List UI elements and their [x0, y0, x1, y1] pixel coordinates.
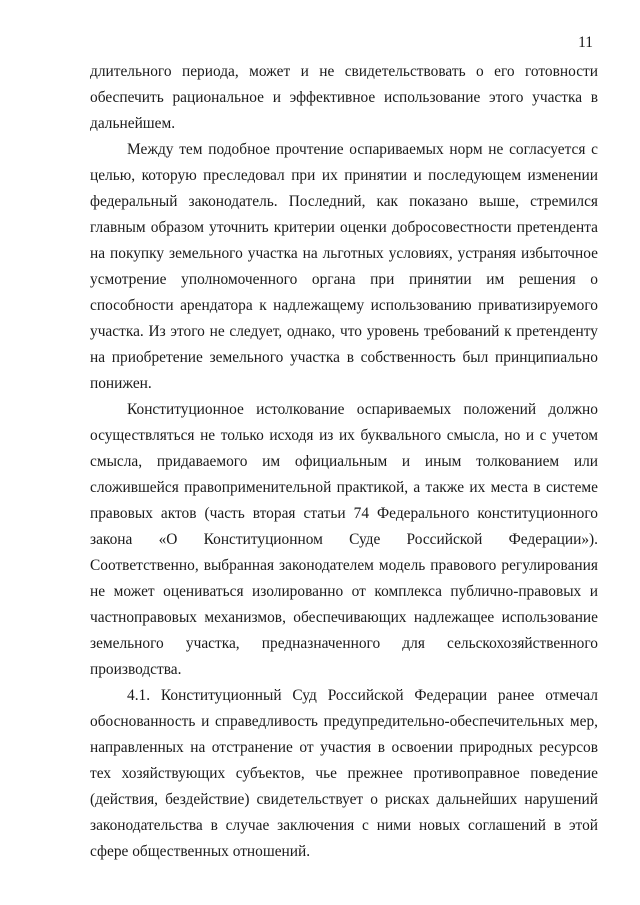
- paragraph-section-4-1: 4.1. Конституционный Суд Российской Федерации ранее отмечал обоснованность и справедливость предупредительно-обеспечительных мер, направленных на отстранение от участия в освоении природных ресурсов тех хозяйствующих субъектов, чье прежнее противоправное поведение (действия, бездействие) свидетельствует о рисках дальнейших нарушений законодательства в случае заключения с ними новых соглашений в этой сфере общественных отношений.: [90, 687, 598, 860]
- paragraph-constitutional-interpretation: Конституционное истолкование оспариваемых положений должно осуществляться не только исходя из их буквального смысла, но и с учетом смысла, придаваемого им официальным и иным толкованием или сложившейся правоприменительной практикой, а также их места в системе правовых актов (часть вторая статьи 74 Федерального конституционного закона «О Конституционном Суде Российской Федерации»). Соответственно, выбранная законодателем модель правового регулирования не может оцениваться изолированно от комплекса публично-правовых и частноправовых механизмов, обеспечивающих надлежащее использование земельного участка, предназначенного для сельскохозяйственного производства.: [90, 401, 598, 678]
- page-number: 11: [578, 34, 593, 51]
- paragraph-legislator-intent: Между тем подобное прочтение оспариваемых норм не согласуется с целью, которую преследовал при их принятии и последующем изменении федеральный законодатель. Последний, как показано выше, стремился главным образом уточнить критерии оценки добросовестности претендента на покупку земельного участка на льготных условиях, устраняя избыточное усмотрение уполномоченного органа при принятии им решения о способности арендатора к надлежащему использованию приватизируемого участка. Из этого не следует, однако, что уровень требований к претенденту на приобретение земельного участка в собственность был принципиально понижен.: [90, 141, 598, 392]
- paragraph-continuation: длительного периода, может и не свидетельствовать о его готовности обеспечить рациональное и эффективное использование этого участка в дальнейшем.: [90, 63, 598, 132]
- document-body: [90, 59, 598, 865]
